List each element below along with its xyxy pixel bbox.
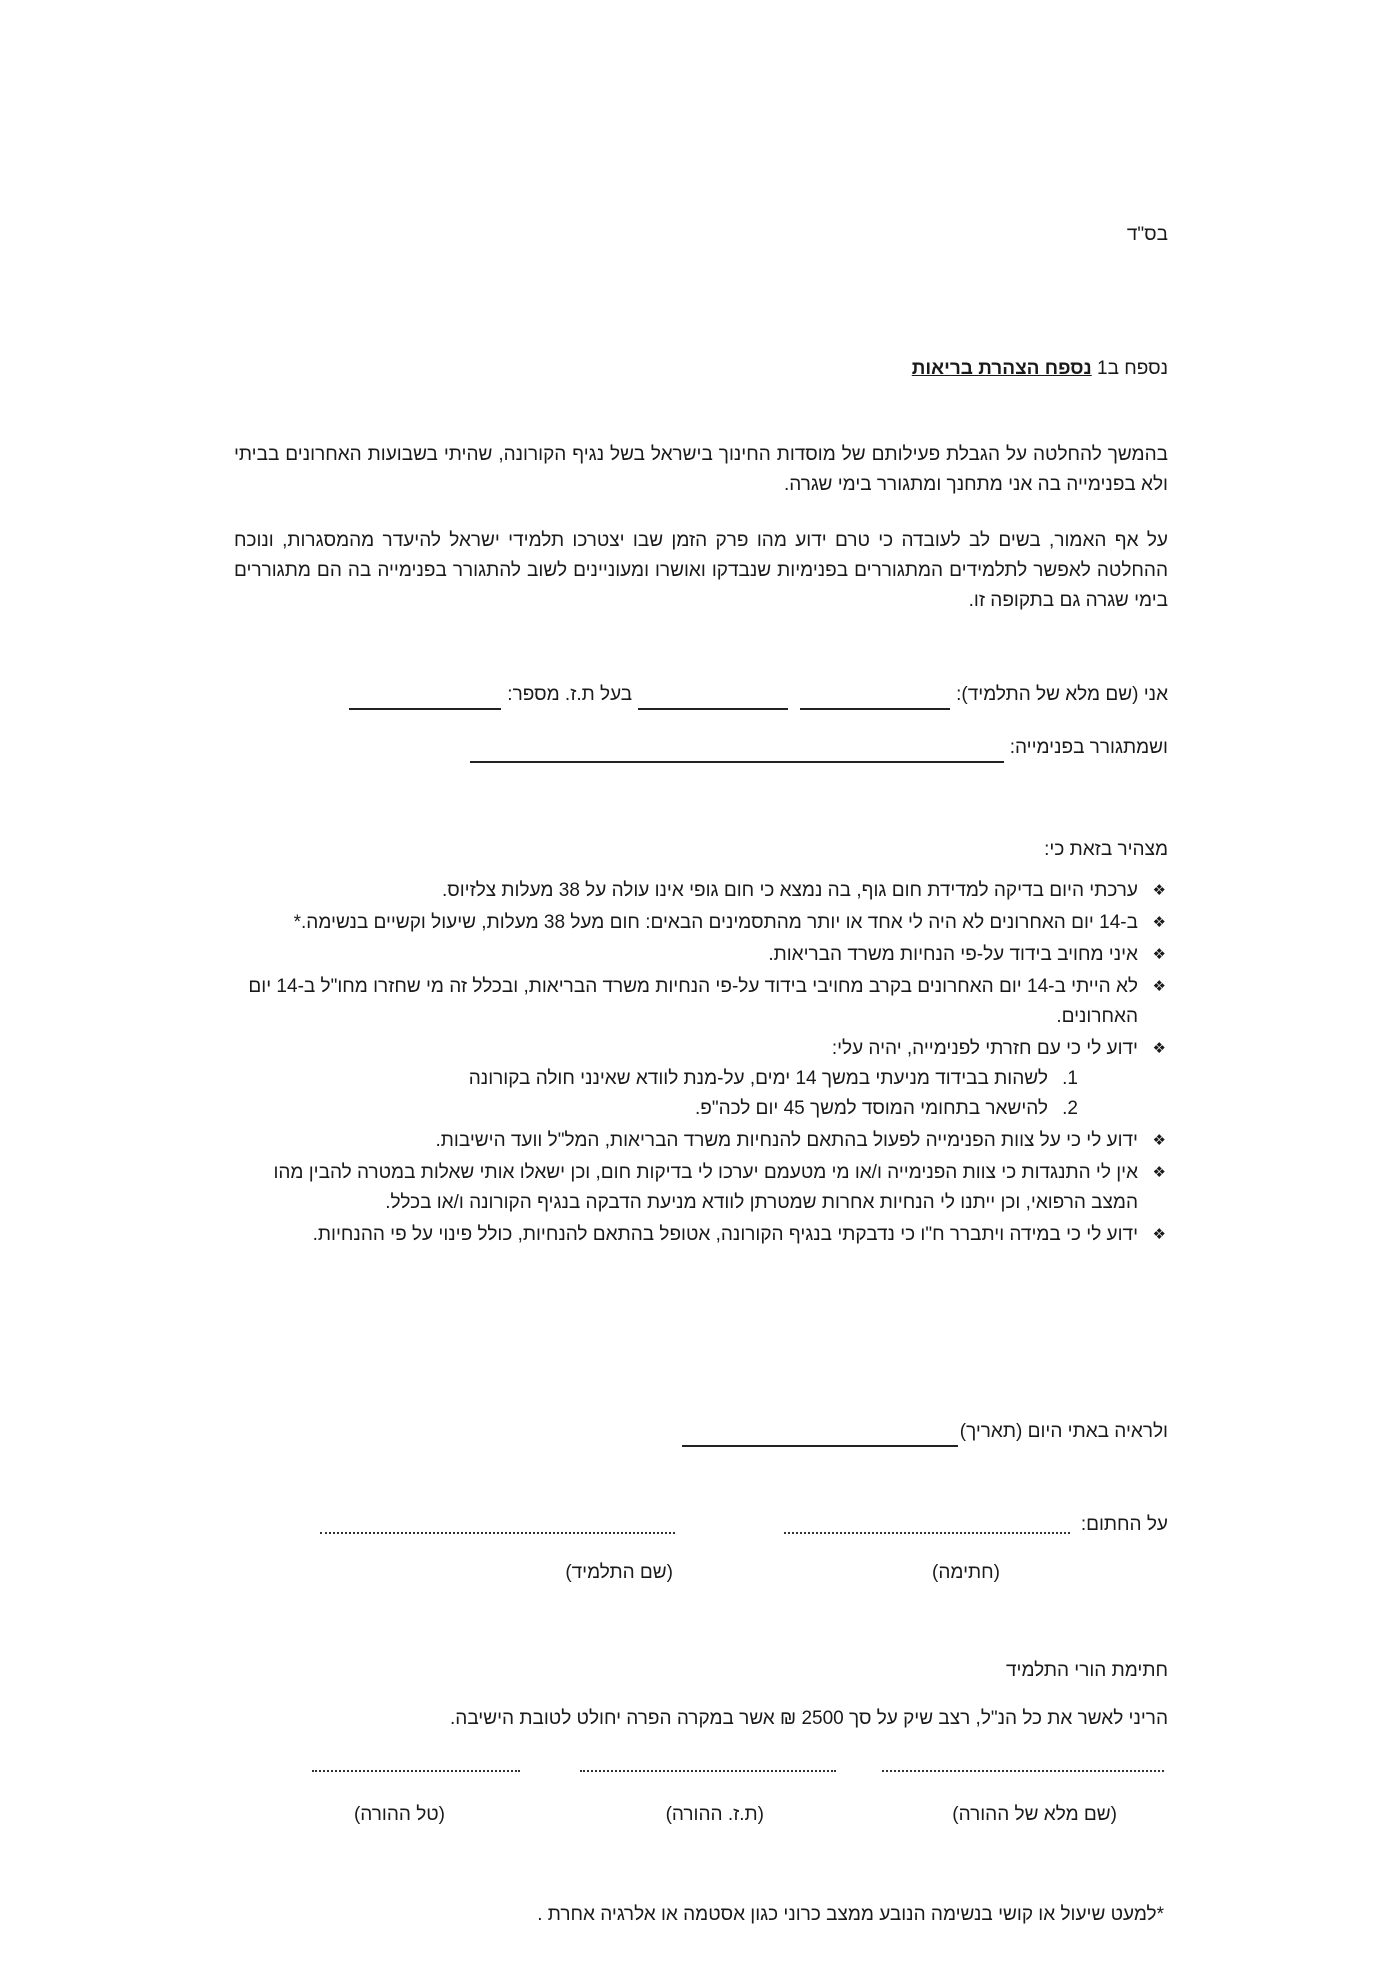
declaration-item: ❖ לא הייתי ב-14 יום האחרונים בקרב מחויבי בידוד על-פי הנחיות משרד הבריאות, ובכלל זה מי שחזרו מחו"ל ב-14 יום האחרונים. xyxy=(224,972,1168,1032)
declaration-heading: מצהיר בזאת כי: xyxy=(1044,839,1168,860)
signature-label: על החתום: xyxy=(1080,1514,1168,1535)
subitem-text: לשהות בבידוד מניעתי במשך 14 ימים, על-מנת לוודא שאינני חולה בקורונה xyxy=(468,1068,1048,1089)
date-label: ולראיה באתי היום (תאריך) xyxy=(959,1421,1168,1442)
dormitory-label: ושמתגורר בפנימייה: xyxy=(1009,737,1168,758)
date-row xyxy=(676,1417,1168,1447)
parent-phone-caption: (טל ההורה) xyxy=(353,1804,445,1825)
intro-paragraph-1: בהמשך להחלטה על הגבלת פעילותם של מוסדות החינוך בישראל בשל נגיף הקורונה, שהיתי בשבועות האחרונים בביתי ולא בפנימייה בה אני מתחנך ומתגורר בימי שגרה. xyxy=(234,444,1168,495)
declaration-item: ❖ ידוע לי כי במידה ויתברר ח"ו כי נדבקתי בנגיף הקורונה, אטופל בהתאם להנחיות, כולל פינוי על פי ההנחיות. xyxy=(224,1220,1168,1250)
declaration-item: ❖ ב-14 יום האחרונים לא היה לי אחד או יותר מהתסמינים הבאים: חום מעל 38 מעלות, שיעול וקשיים בנשימה.* xyxy=(224,908,1168,938)
subitem-text: להישאר בתחומי המוסד למשך 45 יום לכה"פ. xyxy=(694,1098,1048,1119)
parents-statement: הריני לאשר את כל הנ"ל, רצב שיק על סך 2500 ₪ אשר במקרה הפרה יחולט לטובת הישיבה. xyxy=(450,1708,1168,1729)
student-id-field[interactable] xyxy=(349,686,501,710)
subitem-number: 2. xyxy=(1062,1098,1078,1119)
parents-heading: חתימת הורי התלמיד xyxy=(1006,1660,1168,1681)
parent-id-field[interactable] xyxy=(580,1750,836,1772)
intro-paragraph-2: על אף האמור, בשים לב לעובדה כי טרם ידוע מהו פרק הזמן שבו יצטרכו תלמידי ישראל להיעדר מהמסגרות, ונוכח ההחלטה לאפשר לתלמידים המתגוררים בפנימיות שנבדקו ואושרו ומעוניינים לשוב להתגורר בפנימייה בה הם מתגוררים בימי שגרה גם בתקופה זו. xyxy=(234,530,1168,611)
parent-name-field[interactable] xyxy=(882,1750,1164,1772)
student-identity-row xyxy=(343,680,1168,710)
student-name-label: אני (שם מלא של התלמיד): xyxy=(956,684,1168,705)
student-first-name-field[interactable] xyxy=(800,686,950,710)
appendix-title xyxy=(912,354,1168,384)
signature-caption: (חתימה) xyxy=(932,1562,1000,1583)
header-mark: בס"ד xyxy=(1126,224,1168,245)
parent-id-caption: (ת.ז. ההורה) xyxy=(665,1804,764,1825)
declaration-item: ❖ אין לי התנגדות כי צוות הפנימייה ו/או מי מטעמם יערכו לי בדיקות חום, וכן ישאלו אותי שאלות במטרה להבין מהו המצב הרפואי, וכן ייתנו לי הנחיות אחרות שמטרתן לוודא מניעת הדבקה בנגיף הקורונה ו/או בכלל. xyxy=(224,1158,1168,1218)
parent-name-caption: (שם מלא של ההורה) xyxy=(952,1804,1117,1825)
subitem-number: 1. xyxy=(1062,1068,1078,1089)
declaration-item: ❖ איני מחויב בידוד על-פי הנחיות משרד הבריאות. xyxy=(224,940,1168,970)
appendix-prefix: נספח ב1 xyxy=(1097,358,1168,379)
declaration-item: ❖ ידוע לי כי על צוות הפנימייה לפעול בהתאם להנחיות משרד הבריאות, המל"ל וועד הישיבות. xyxy=(224,1126,1168,1156)
dormitory-field[interactable] xyxy=(470,739,1004,763)
declaration-subitem xyxy=(224,1064,1078,1094)
declaration-sublist xyxy=(224,1064,1138,1124)
student-signature-field[interactable] xyxy=(784,1512,1070,1534)
student-last-name-field[interactable] xyxy=(638,686,788,710)
student-id-label: בעל ת.ז. מספר: xyxy=(507,684,633,705)
parent-phone-field[interactable] xyxy=(312,1750,520,1772)
student-name-caption: (שם התלמיד) xyxy=(565,1562,673,1583)
student-name-signature-field[interactable] xyxy=(320,1512,675,1534)
dormitory-row xyxy=(464,733,1168,763)
date-field[interactable] xyxy=(682,1423,958,1447)
declaration-subitem xyxy=(224,1094,1078,1124)
appendix-title-text: נספח הצהרת בריאות xyxy=(911,358,1092,379)
declaration-item-text: ידוע לי כי עם חזרתי לפנימייה, יהיה עלי: xyxy=(831,1038,1138,1059)
declaration-item-with-sublist xyxy=(224,1034,1168,1124)
declaration-item: ❖ ערכתי היום בדיקה למדידת חום גוף, בה נמצא כי חום גופי אינו עולה על 38 מעלות צלזיוס. xyxy=(224,876,1168,906)
declaration-list xyxy=(224,876,1168,1252)
footnote: *למעט שיעול או קושי בנשימה הנובע ממצב כרוני כגון אסטמה או אלרגיה אחרת . xyxy=(537,1904,1164,1925)
